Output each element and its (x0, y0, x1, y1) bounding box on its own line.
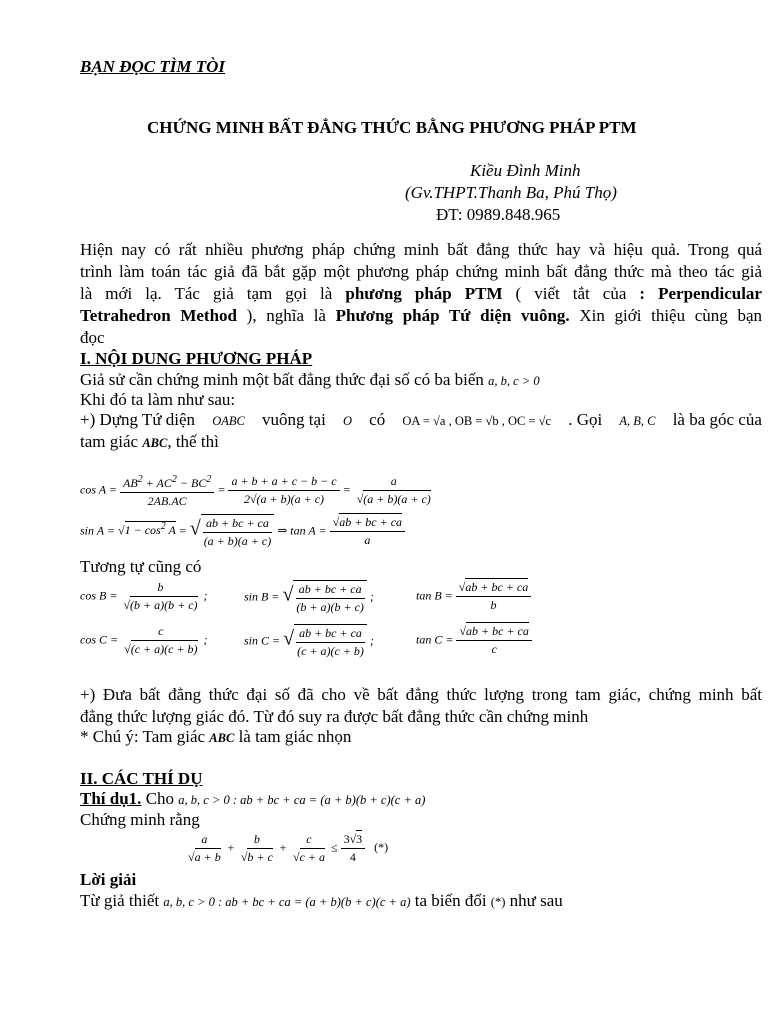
example-1-line: Thí dụ1. Cho a, b, c > 0 : ab + bc + ca = (a + b)(b + c)(c + a) (80, 789, 426, 808)
formula-sin-tan-a: $\sin A = √1 - \cos^2 A$ = √ $\frac{ab + bc + ca}{(a + b)(a + c)}$ ⇒ tan A = $\frac{√ab + bc + ca}{a}$ (80, 514, 405, 549)
author-phone: ĐT: 0989.848.965 (436, 205, 561, 224)
section-1-line-1: Giả sử cần chứng minh một bất đẳng thức đại số có ba biến a, b, c > 0 (80, 370, 540, 389)
author-affiliation: (Gv.THPT.Thanh Ba, Phú Thọ) (405, 183, 617, 202)
solution-heading: Lời giải (80, 870, 137, 889)
example-1-condition: a, b, c > 0 : ab + bc + ca = (a + b)(b + c)(c + a) (178, 793, 426, 807)
similar-label: Tương tự cũng có (80, 557, 202, 576)
intro-line-1: Hiện nay có rất nhiều phương pháp chứng minh bất đẳng thức hay và hiệu quả. Trong quá (80, 240, 762, 259)
formula-sin-c: sin C = √ $\frac{ab + bc + ca}{(c + a)(c + b)}$ ; (244, 626, 374, 658)
method-paragraph: +) Đưa bất đẳng thức đại số đã cho về bất đẳng thức lượng trong tam giác, chứng minh bất đẳng thức lượng giác đó. Từ đó suy ra được bất đẳng thức cần chứng minh (80, 685, 762, 726)
formula-tan-b: tan B = $\frac{√ab + bc + ca}{b}$ (416, 580, 531, 613)
section-1-line-3: +) Dựng Tứ diện OABC vuông tại O có OA = √a , OB = √b , OC = √c . Gọi A, B, C là ba góc của (80, 409, 762, 432)
intro-line-3: là mới lạ. Tác giả tạm gọi là phương pháp PTM ( viết tắt của : Perpendicular (80, 284, 762, 303)
edge-lengths: OA = √a , OB = √b , OC = √c (402, 414, 552, 428)
page-title: CHỨNG MINH BẤT ĐẲNG THỨC BẰNG PHƯƠNG PHÁP PTM (147, 118, 637, 137)
section-1-heading: I. NỘI DUNG PHƯƠNG PHÁP (80, 349, 313, 368)
intro-paragraph (80, 239, 762, 349)
formula-tan-c: tan C = $\frac{√ab + bc + ca}{c}$ (416, 624, 532, 657)
intro-line-2: trình làm toán tác giả đã bắt gặp một phương pháp chứng minh bất đẳng thức mà theo tác giả (80, 262, 762, 281)
section-2-heading: II. CÁC THÍ DỤ (80, 769, 203, 788)
formula-cos-c: cos C = $\frac{c}{√(c + a)(c + b)}$ ; (80, 624, 208, 656)
intro-line-4: Tetrahedron Method ), nghĩa là Phương pháp Tứ diện vuông. Xin giới thiệu cùng bạn (80, 306, 763, 325)
inequality-to-prove: $\frac{a}{√a + b}$ + $\frac{b}{√b + c}$ + $\frac{c}{√c + a}$ ≤ $\frac{3√3}{4}$ (*) (188, 832, 389, 864)
prove-label: Chứng minh rằng (80, 810, 200, 829)
formula-cos-b: cos B = $\frac{b}{√(b + a)(b + c)}$ ; (80, 580, 208, 612)
section-1-line-2: Khi đó ta làm như sau: (80, 390, 236, 409)
formula-cos-a: cos A = $\frac{AB^2 + AC^2 - BC^2}{2AB.AC}$ = $\frac{a + b + a + c - b - c}{2√(a + b)(a + c)}$ = $\frac{a}{√(a + b)(a + c)}$ (80, 474, 431, 508)
author-name: Kiều Đình Minh (470, 161, 581, 180)
section-1-line-4: tam giác ABC, thế thì (80, 432, 219, 451)
note-line: * Chú ý: Tam giác ABC là tam giác nhọn (80, 727, 352, 746)
variables-condition: a, b, c > 0 (488, 374, 540, 388)
solution-line: Từ giả thiết a, b, c > 0 : ab + bc + ca = (a + b)(b + c)(c + a) ta biến đổi (*) như sau (80, 891, 563, 910)
section-tag: BẠN ĐỌC TÌM TÒI (80, 57, 225, 76)
formula-sin-b: sin B = √ $\frac{ab + bc + ca}{(b + a)(b + c)}$ ; (244, 582, 374, 614)
intro-line-5: đọc (80, 328, 105, 347)
